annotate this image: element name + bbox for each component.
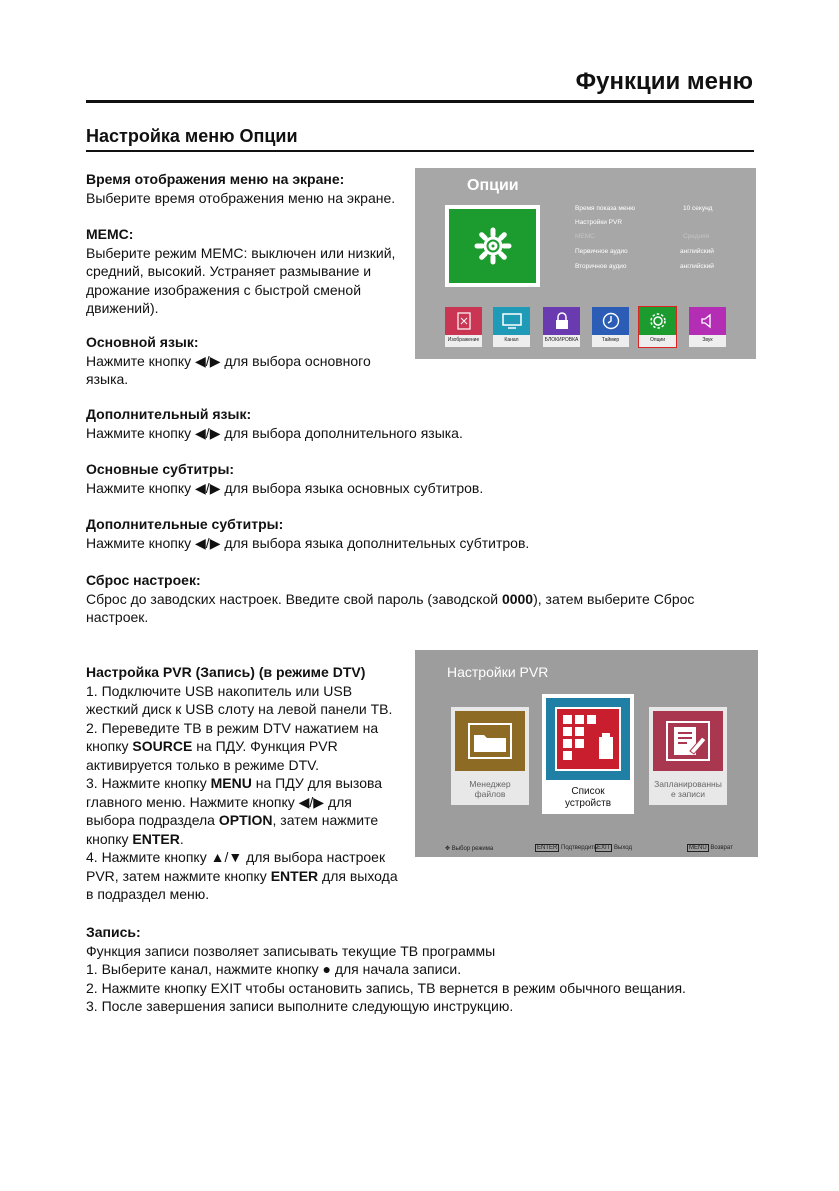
footer-hint-menu bbox=[687, 845, 733, 851]
options-title: Опции bbox=[467, 177, 519, 194]
device-list-label-2: устройств bbox=[564, 798, 612, 809]
scheduled-label-1: Запланированны bbox=[654, 779, 722, 789]
reset-code: 0000 bbox=[501, 590, 534, 607]
option-value: английский bbox=[680, 263, 714, 270]
pvr-block bbox=[86, 663, 398, 904]
pvr-line: жесткий диск к USB слоту на левой панели ТВ. bbox=[86, 701, 393, 717]
tile-sound[interactable] bbox=[689, 307, 726, 347]
pvr-key-menu: MENU bbox=[210, 775, 252, 791]
file-manager-card[interactable] bbox=[451, 707, 529, 805]
tile-label: Изображение bbox=[447, 337, 480, 343]
reset-block bbox=[86, 571, 694, 627]
usb-device-icon bbox=[546, 698, 630, 780]
sub1-title: Основные субтитры: bbox=[86, 461, 235, 477]
pvr-text: кнопку bbox=[86, 738, 133, 754]
section-rule bbox=[86, 150, 754, 152]
rec-block bbox=[86, 923, 686, 1016]
pvr-text: на ПДУ для вызова bbox=[251, 775, 383, 791]
lang1-block bbox=[86, 333, 371, 389]
rec-line: 2. Нажмите кнопку EXIT чтобы остановить запись, ТВ вернется в режим обычного вещания. bbox=[86, 979, 686, 996]
options-menu-screenshot bbox=[415, 168, 756, 359]
header-rule bbox=[86, 100, 754, 103]
pvr-screen-title: Настройки PVR bbox=[447, 664, 549, 680]
page-header-title: Функции меню bbox=[575, 68, 753, 95]
tile-options[interactable] bbox=[639, 307, 676, 347]
edit-document-icon bbox=[653, 711, 723, 771]
picture-icon bbox=[445, 307, 482, 335]
footer-key: EXIT bbox=[597, 845, 611, 851]
tile-label: Канал bbox=[504, 337, 519, 343]
tile-channel[interactable] bbox=[493, 307, 530, 347]
lang1-line: языка. bbox=[86, 371, 129, 387]
pvr-line: 4. Нажмите кнопку ▲/▼ для выбора настроек bbox=[86, 849, 386, 865]
pvr-line: 2. Переведите ТВ в режим DTV нажатием на bbox=[86, 719, 379, 736]
pvr-text: на ПДУ. Функция PVR bbox=[192, 738, 338, 754]
option-label: Вторичное аудио bbox=[575, 263, 627, 270]
option-label: MEMC bbox=[575, 233, 595, 240]
pvr-title: Настройка PVR (Запись) (в режиме DTV) bbox=[86, 664, 366, 680]
sub2-text: Нажмите кнопку ◀/▶ для выбора языка дополнительных субтитров. bbox=[86, 534, 530, 551]
footer-key: MENU bbox=[689, 845, 707, 851]
footer-key: ENTER bbox=[537, 845, 558, 851]
pvr-text: PVR, затем нажмите кнопку bbox=[86, 867, 271, 884]
option-label: Время показа меню bbox=[575, 205, 635, 212]
rec-title: Запись: bbox=[86, 924, 141, 940]
lang1-title: Основной язык: bbox=[86, 334, 199, 350]
pvr-settings-screenshot bbox=[415, 650, 758, 857]
tile-label: Звук bbox=[702, 337, 713, 343]
lang1-line: Нажмите кнопку ◀/▶ для выбора основного bbox=[86, 352, 371, 369]
option-label: Первичное аудио bbox=[575, 248, 628, 255]
tile-picture[interactable] bbox=[445, 307, 482, 347]
monitor-icon bbox=[493, 307, 530, 335]
sub2-title: Дополнительные субтитры: bbox=[86, 516, 284, 532]
pvr-key-enter: ENTER bbox=[132, 830, 180, 847]
option-label: Настройки PVR bbox=[575, 219, 623, 226]
lang2-title: Дополнительный язык: bbox=[86, 406, 252, 422]
sub2-block bbox=[86, 515, 529, 552]
pvr-key-source: SOURCE bbox=[132, 738, 193, 754]
rec-line: Функция записи позволяет записывать текущие ТВ программы bbox=[86, 942, 496, 959]
memc-line: Выберите режим MEMC: выключен или низкий, bbox=[86, 244, 396, 261]
lang2-block bbox=[86, 405, 463, 442]
osd-title: Время отображения меню на экране: bbox=[86, 171, 345, 187]
footer-label: Выбор режима bbox=[451, 846, 494, 852]
scheduled-records-card[interactable] bbox=[649, 707, 727, 805]
option-value: 10 секунд bbox=[683, 205, 713, 212]
osd-text: Выберите время отображения меню на экране. bbox=[86, 189, 396, 206]
tile-label: Опции bbox=[649, 337, 666, 343]
footer-label: Подтвердить bbox=[561, 845, 598, 851]
pvr-text: выбора подраздела bbox=[86, 812, 219, 828]
pvr-line bbox=[86, 867, 398, 886]
footer-hint-exit bbox=[595, 845, 632, 851]
pvr-text: , затем нажмите bbox=[272, 812, 379, 828]
memc-title: MEMC: bbox=[86, 226, 134, 242]
device-list-label-1: Список bbox=[571, 786, 605, 797]
footer-hint-enter bbox=[535, 845, 597, 851]
scheduled-label-2: е записи bbox=[670, 789, 706, 799]
tile-label: Таймер bbox=[601, 337, 620, 343]
pvr-key-option: OPTION bbox=[218, 812, 273, 828]
footer-hint-select bbox=[445, 845, 493, 852]
osd-block bbox=[86, 170, 395, 207]
dpad-icon: ✥ bbox=[445, 846, 451, 852]
pvr-text: 3. Нажмите кнопку bbox=[86, 775, 211, 791]
footer-label: Возврат bbox=[710, 845, 733, 851]
reset-text-c: ), затем выберите Сброс bbox=[533, 590, 695, 607]
pvr-line bbox=[86, 830, 398, 849]
section-title: Настройка меню Опции bbox=[86, 126, 298, 146]
reset-title: Сброс настроек: bbox=[86, 572, 201, 588]
file-manager-label-2: файлов bbox=[474, 789, 506, 799]
tile-label: БЛОКИРОВКА bbox=[544, 337, 579, 343]
pvr-text: для выхода bbox=[318, 867, 398, 884]
pvr-key-enter: ENTER bbox=[270, 867, 319, 884]
lock-icon bbox=[543, 307, 580, 335]
rec-line: 1. Выберите канал, нажмите кнопку ● для начала записи. bbox=[86, 961, 462, 977]
device-list-card[interactable] bbox=[542, 694, 634, 814]
sub1-block bbox=[86, 460, 483, 497]
memc-line: средний, высокий. Устраняет размывание и bbox=[86, 263, 372, 279]
pvr-line: активируется только в режиме DTV. bbox=[86, 756, 320, 773]
pvr-line: главного меню. Нажмите кнопку ◀/▶ для bbox=[86, 793, 352, 810]
reset-text-a: Сброс до заводских настроек. Введите свой пароль (заводской bbox=[86, 590, 502, 607]
file-manager-label-1: Менеджер bbox=[469, 779, 511, 789]
pvr-line bbox=[86, 774, 398, 793]
folder-icon bbox=[455, 711, 525, 771]
gear-icon bbox=[639, 307, 676, 335]
pvr-text: кнопку bbox=[86, 830, 133, 847]
reset-line: настроек. bbox=[86, 609, 149, 625]
option-value: Средняя bbox=[683, 233, 710, 240]
memc-block bbox=[86, 225, 395, 318]
reset-line bbox=[86, 590, 694, 609]
speaker-icon bbox=[689, 307, 726, 335]
option-value: английский bbox=[680, 248, 714, 255]
lang2-text: Нажмите кнопку ◀/▶ для выбора дополнительного языка. bbox=[86, 424, 463, 441]
pvr-text: . bbox=[179, 830, 184, 847]
clock-icon bbox=[592, 307, 629, 335]
options-selected-tile[interactable] bbox=[445, 205, 540, 287]
pvr-line bbox=[86, 737, 398, 756]
pvr-line: в подраздел меню. bbox=[86, 886, 210, 902]
footer-label: Выход bbox=[614, 845, 632, 851]
gear-icon bbox=[449, 209, 536, 283]
sub1-text: Нажмите кнопку ◀/▶ для выбора языка основных субтитров. bbox=[86, 479, 484, 496]
tile-timer[interactable] bbox=[592, 307, 629, 347]
pvr-line: 1. Подключите USB накопитель или USB bbox=[86, 682, 353, 699]
memc-line: дрожание изображения с быстрой сменой bbox=[86, 281, 362, 298]
rec-line: 3. После завершения записи выполните следующую инструкцию. bbox=[86, 998, 514, 1014]
memc-line: движений). bbox=[86, 300, 159, 316]
pvr-line bbox=[86, 811, 398, 830]
tile-lock[interactable] bbox=[543, 307, 580, 347]
